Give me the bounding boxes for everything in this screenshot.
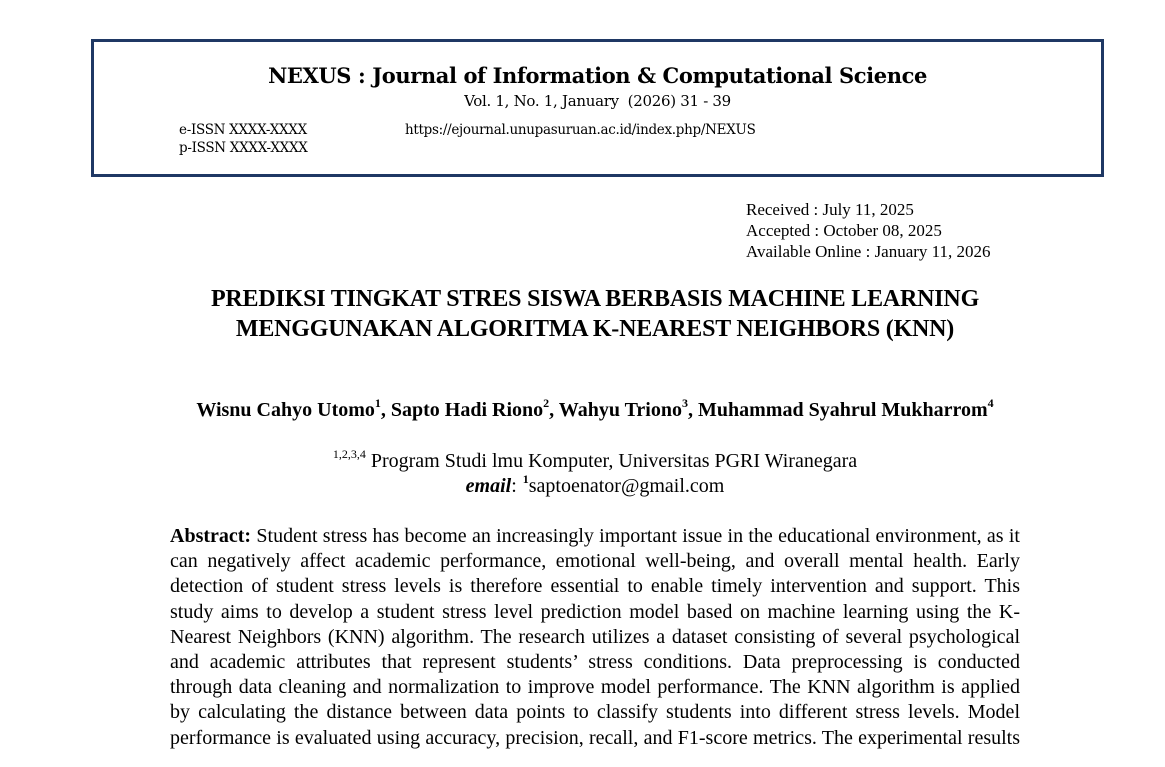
affiliation-marks: 1,2,3,4 — [332, 447, 366, 462]
article-dates — [746, 199, 991, 262]
author-list — [150, 398, 1040, 423]
affiliation — [150, 449, 1040, 474]
accepted-date: Accepted : October 08, 2025 — [746, 221, 942, 240]
email-label: email — [465, 475, 512, 497]
received-date: Received : July 11, 2025 — [746, 200, 914, 219]
journal-title: NEXUS : Journal of Information & Computational Science — [268, 63, 927, 88]
author-name: Wahyu Triono — [558, 399, 682, 421]
email-address[interactable] — [522, 472, 725, 497]
paper-title: PREDIKSI TINGKAT STRES SISWA BERBASIS MACHINE LEARNING MENGGUNAKAN ALGORITMA K-NEAREST NEIGHBORS (KNN) — [210, 286, 980, 342]
abstract-text: Student stress has become an increasingly important issue in the educational environment, as it can negatively affect academic performance, emotional well-being, and overall mental health. Early detection of student stress levels is therefore essential to enable timely intervention and support. This study aims to develop a student stress level prediction model based on machine learning using the K-Nearest Neighbors (KNN) algorithm. The research utilizes a dataset consisting of several psychological and academic attributes that represent students’ stress conditions. Data preprocessing is conducted through data cleaning and normalization to improve model performance. The KNN algorithm is applied by calculating the distance between data points to classify students into different stress levels. Model performance is evaluated using accuracy, precision, recall, and F1-score metrics. The experimental results — [170, 525, 1020, 749]
e-issn: e-ISSN XXXX-XXXX — [179, 122, 307, 138]
abstract — [170, 524, 1020, 751]
author-affiliation-mark: 3 — [682, 396, 688, 411]
author-separator: , — [380, 399, 391, 421]
journal-volume: Vol. 1, No. 1, January (2026) 31 - 39 — [464, 92, 731, 110]
author-name: Muhammad Syahrul Mukharrom — [698, 399, 988, 421]
abstract-label: Abstract: — [170, 525, 252, 547]
author-separator: , — [549, 399, 559, 421]
author-affiliation-mark: 4 — [987, 396, 994, 411]
email-colon: : — [511, 475, 517, 497]
email-mark: 1 — [522, 472, 529, 487]
author-affiliation-mark: 2 — [543, 396, 550, 411]
author-name: Sapto Hadi Riono — [390, 399, 544, 421]
author-separator: , — [688, 399, 698, 421]
email-address-text[interactable]: saptoenator@gmail.com — [528, 475, 725, 497]
journal-url[interactable]: https://ejournal.unupasuruan.ac.id/index.php/NEXUS — [405, 122, 756, 138]
author-affiliation-mark: 1 — [374, 396, 381, 411]
affiliation-text: Program Studi lmu Komputer, Universitas PGRI Wiranegara — [365, 450, 858, 472]
p-issn: p-ISSN XXXX-XXXX — [179, 140, 308, 156]
available-online-date: Available Online : January 11, 2026 — [746, 242, 991, 261]
journal-header-box — [91, 39, 1104, 177]
email-line — [150, 474, 1040, 499]
author-name: Wisnu Cahyo Utomo — [196, 399, 375, 421]
